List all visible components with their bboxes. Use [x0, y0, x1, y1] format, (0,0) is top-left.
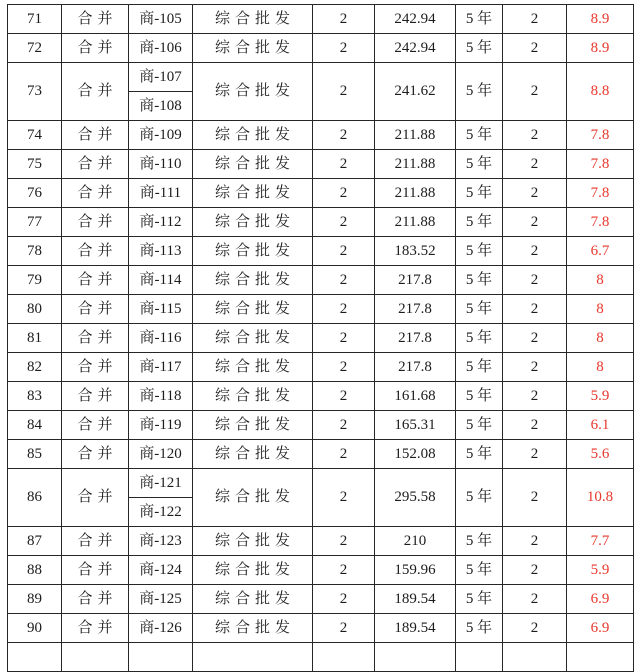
cell-unit: 商-117 [129, 353, 193, 382]
table-row [8, 614, 634, 643]
cell-term: 5 年 [456, 266, 503, 295]
cell-unit: 商-119 [129, 411, 193, 440]
cell-amount: 217.8 [375, 266, 456, 295]
cell-merge: 合并 [62, 440, 129, 469]
cell-business: 综合批发 [193, 5, 313, 34]
cell-count2: 2 [503, 411, 567, 440]
cell-business: 综合批发 [193, 353, 313, 382]
cell-term: 5 年 [456, 208, 503, 237]
cell-unit: 商-121 [129, 469, 193, 498]
cell-rate: 8.8 [567, 63, 634, 121]
cell-business: 综合批发 [193, 266, 313, 295]
cell-count2: 2 [503, 208, 567, 237]
cell-business: 综合批发 [193, 295, 313, 324]
table-row [8, 179, 634, 208]
cell-count2: 2 [503, 63, 567, 121]
cell-unit: 商-123 [129, 527, 193, 556]
cell-empty [8, 643, 62, 672]
cell-business: 综合批发 [193, 34, 313, 63]
cell-business: 综合批发 [193, 527, 313, 556]
data-table [7, 4, 634, 672]
cell-count: 2 [313, 34, 375, 63]
cell-amount: 211.88 [375, 208, 456, 237]
cell-merge: 合并 [62, 527, 129, 556]
cell-count2: 2 [503, 353, 567, 382]
cell-business: 综合批发 [193, 237, 313, 266]
cell-empty [129, 643, 193, 672]
cell-seq: 77 [8, 208, 62, 237]
cell-seq: 81 [8, 324, 62, 353]
cell-amount: 242.94 [375, 34, 456, 63]
cell-seq: 79 [8, 266, 62, 295]
cell-seq: 88 [8, 556, 62, 585]
table-row [8, 34, 634, 63]
cell-term: 5 年 [456, 179, 503, 208]
cell-count2: 2 [503, 121, 567, 150]
cell-empty [313, 643, 375, 672]
cell-unit: 商-110 [129, 150, 193, 179]
cell-amount: 183.52 [375, 237, 456, 266]
cell-merge: 合并 [62, 614, 129, 643]
cell-count2: 2 [503, 5, 567, 34]
cell-count2: 2 [503, 237, 567, 266]
cell-merge: 合并 [62, 411, 129, 440]
table-row [8, 295, 634, 324]
table-row [8, 469, 634, 498]
table-row [8, 208, 634, 237]
cell-count: 2 [313, 5, 375, 34]
cell-count2: 2 [503, 179, 567, 208]
cell-rate: 5.9 [567, 556, 634, 585]
cell-amount: 211.88 [375, 179, 456, 208]
table-row [8, 266, 634, 295]
cell-merge: 合并 [62, 179, 129, 208]
cell-count: 2 [313, 121, 375, 150]
cell-seq: 80 [8, 295, 62, 324]
cell-merge: 合并 [62, 556, 129, 585]
cell-unit: 商-120 [129, 440, 193, 469]
table-row [8, 411, 634, 440]
cell-business: 综合批发 [193, 208, 313, 237]
cell-count: 2 [313, 469, 375, 527]
cell-amount: 242.94 [375, 5, 456, 34]
cell-count2: 2 [503, 382, 567, 411]
cell-seq: 87 [8, 527, 62, 556]
cell-merge: 合并 [62, 208, 129, 237]
cell-count: 2 [313, 556, 375, 585]
cell-seq: 73 [8, 63, 62, 121]
cell-merge: 合并 [62, 353, 129, 382]
cell-business: 综合批发 [193, 63, 313, 121]
cell-unit: 商-113 [129, 237, 193, 266]
cell-term: 5 年 [456, 585, 503, 614]
cell-count2: 2 [503, 556, 567, 585]
cell-amount: 189.54 [375, 585, 456, 614]
cell-business: 综合批发 [193, 179, 313, 208]
cell-term: 5 年 [456, 237, 503, 266]
cell-amount: 295.58 [375, 469, 456, 527]
cell-merge: 合并 [62, 150, 129, 179]
cell-business: 综合批发 [193, 614, 313, 643]
spreadsheet-table-container [7, 4, 634, 672]
cell-seq: 90 [8, 614, 62, 643]
cell-term: 5 年 [456, 295, 503, 324]
cell-seq: 83 [8, 382, 62, 411]
cell-amount: 165.31 [375, 411, 456, 440]
cell-amount: 211.88 [375, 121, 456, 150]
cell-business: 综合批发 [193, 440, 313, 469]
cell-count2: 2 [503, 34, 567, 63]
cell-count2: 2 [503, 440, 567, 469]
table-row [8, 237, 634, 266]
cell-count: 2 [313, 614, 375, 643]
cell-empty [62, 643, 129, 672]
cell-rate: 7.8 [567, 121, 634, 150]
cell-unit: 商-106 [129, 34, 193, 63]
cell-count: 2 [313, 295, 375, 324]
cell-term: 5 年 [456, 150, 503, 179]
cell-rate: 6.9 [567, 585, 634, 614]
cell-empty [193, 643, 313, 672]
cell-unit: 商-111 [129, 179, 193, 208]
cell-rate: 8.9 [567, 5, 634, 34]
cell-rate: 7.7 [567, 527, 634, 556]
cell-term: 5 年 [456, 5, 503, 34]
cell-count: 2 [313, 266, 375, 295]
cell-seq: 89 [8, 585, 62, 614]
cell-count: 2 [313, 150, 375, 179]
cell-rate: 5.9 [567, 382, 634, 411]
cell-amount: 241.62 [375, 63, 456, 121]
cell-unit: 商-125 [129, 585, 193, 614]
cell-count: 2 [313, 440, 375, 469]
cell-merge: 合并 [62, 585, 129, 614]
cell-empty [503, 643, 567, 672]
table-row [8, 440, 634, 469]
cell-count: 2 [313, 324, 375, 353]
cell-term: 5 年 [456, 527, 503, 556]
cell-unit: 商-116 [129, 324, 193, 353]
cell-term: 5 年 [456, 34, 503, 63]
cell-unit: 商-107 [129, 63, 193, 92]
cell-rate: 8 [567, 295, 634, 324]
cell-term: 5 年 [456, 353, 503, 382]
cell-count: 2 [313, 63, 375, 121]
cell-count: 2 [313, 411, 375, 440]
cell-count2: 2 [503, 527, 567, 556]
cell-merge: 合并 [62, 237, 129, 266]
cell-count2: 2 [503, 266, 567, 295]
cell-rate: 10.8 [567, 469, 634, 527]
cell-amount: 211.88 [375, 150, 456, 179]
cell-business: 综合批发 [193, 121, 313, 150]
cell-seq: 74 [8, 121, 62, 150]
cell-business: 综合批发 [193, 469, 313, 527]
cell-count: 2 [313, 585, 375, 614]
cell-term: 5 年 [456, 382, 503, 411]
cell-unit: 商-105 [129, 5, 193, 34]
cell-seq: 86 [8, 469, 62, 527]
cell-unit: 商-118 [129, 382, 193, 411]
cell-rate: 8 [567, 353, 634, 382]
cell-empty [456, 643, 503, 672]
cell-count: 2 [313, 527, 375, 556]
table-row-partial [8, 643, 634, 672]
cell-unit: 商-112 [129, 208, 193, 237]
table-row [8, 63, 634, 92]
cell-business: 综合批发 [193, 150, 313, 179]
cell-empty [567, 643, 634, 672]
cell-rate: 8 [567, 266, 634, 295]
cell-count: 2 [313, 179, 375, 208]
cell-rate: 6.9 [567, 614, 634, 643]
cell-merge: 合并 [62, 34, 129, 63]
cell-merge: 合并 [62, 121, 129, 150]
cell-count2: 2 [503, 585, 567, 614]
cell-term: 5 年 [456, 63, 503, 121]
cell-unit: 商-114 [129, 266, 193, 295]
cell-business: 综合批发 [193, 411, 313, 440]
table-row [8, 527, 634, 556]
cell-amount: 217.8 [375, 353, 456, 382]
cell-merge: 合并 [62, 382, 129, 411]
cell-rate: 6.1 [567, 411, 634, 440]
cell-rate: 6.7 [567, 237, 634, 266]
cell-merge: 合并 [62, 5, 129, 34]
cell-merge: 合并 [62, 295, 129, 324]
table-row [8, 585, 634, 614]
cell-merge: 合并 [62, 63, 129, 121]
cell-seq: 85 [8, 440, 62, 469]
cell-term: 5 年 [456, 440, 503, 469]
cell-unit: 商-109 [129, 121, 193, 150]
cell-term: 5 年 [456, 411, 503, 440]
cell-rate: 5.6 [567, 440, 634, 469]
cell-count2: 2 [503, 295, 567, 324]
cell-count: 2 [313, 237, 375, 266]
cell-unit: 商-124 [129, 556, 193, 585]
table-row [8, 324, 634, 353]
cell-amount: 210 [375, 527, 456, 556]
table-row [8, 556, 634, 585]
cell-rate: 7.8 [567, 208, 634, 237]
cell-unit: 商-126 [129, 614, 193, 643]
cell-unit: 商-122 [129, 498, 193, 527]
cell-term: 5 年 [456, 324, 503, 353]
cell-seq: 84 [8, 411, 62, 440]
cell-count2: 2 [503, 150, 567, 179]
cell-amount: 189.54 [375, 614, 456, 643]
cell-seq: 71 [8, 5, 62, 34]
cell-merge: 合并 [62, 324, 129, 353]
cell-unit: 商-115 [129, 295, 193, 324]
cell-unit: 商-108 [129, 92, 193, 121]
cell-count: 2 [313, 353, 375, 382]
table-row [8, 353, 634, 382]
cell-term: 5 年 [456, 469, 503, 527]
cell-count: 2 [313, 382, 375, 411]
cell-seq: 78 [8, 237, 62, 266]
cell-seq: 82 [8, 353, 62, 382]
cell-rate: 7.8 [567, 150, 634, 179]
cell-seq: 75 [8, 150, 62, 179]
cell-business: 综合批发 [193, 585, 313, 614]
cell-merge: 合并 [62, 266, 129, 295]
cell-amount: 152.08 [375, 440, 456, 469]
cell-term: 5 年 [456, 121, 503, 150]
cell-term: 5 年 [456, 614, 503, 643]
table-row [8, 5, 634, 34]
cell-rate: 8 [567, 324, 634, 353]
table-row [8, 150, 634, 179]
cell-seq: 72 [8, 34, 62, 63]
cell-business: 综合批发 [193, 382, 313, 411]
cell-count2: 2 [503, 614, 567, 643]
cell-rate: 8.9 [567, 34, 634, 63]
cell-empty [375, 643, 456, 672]
table-body [8, 5, 634, 672]
cell-rate: 7.8 [567, 179, 634, 208]
cell-amount: 161.68 [375, 382, 456, 411]
cell-amount: 217.8 [375, 324, 456, 353]
table-row [8, 121, 634, 150]
cell-merge: 合并 [62, 469, 129, 527]
cell-amount: 217.8 [375, 295, 456, 324]
cell-count2: 2 [503, 469, 567, 527]
table-row [8, 382, 634, 411]
cell-business: 综合批发 [193, 324, 313, 353]
cell-seq: 76 [8, 179, 62, 208]
cell-count2: 2 [503, 324, 567, 353]
cell-business: 综合批发 [193, 556, 313, 585]
cell-term: 5 年 [456, 556, 503, 585]
cell-count: 2 [313, 208, 375, 237]
cell-amount: 159.96 [375, 556, 456, 585]
